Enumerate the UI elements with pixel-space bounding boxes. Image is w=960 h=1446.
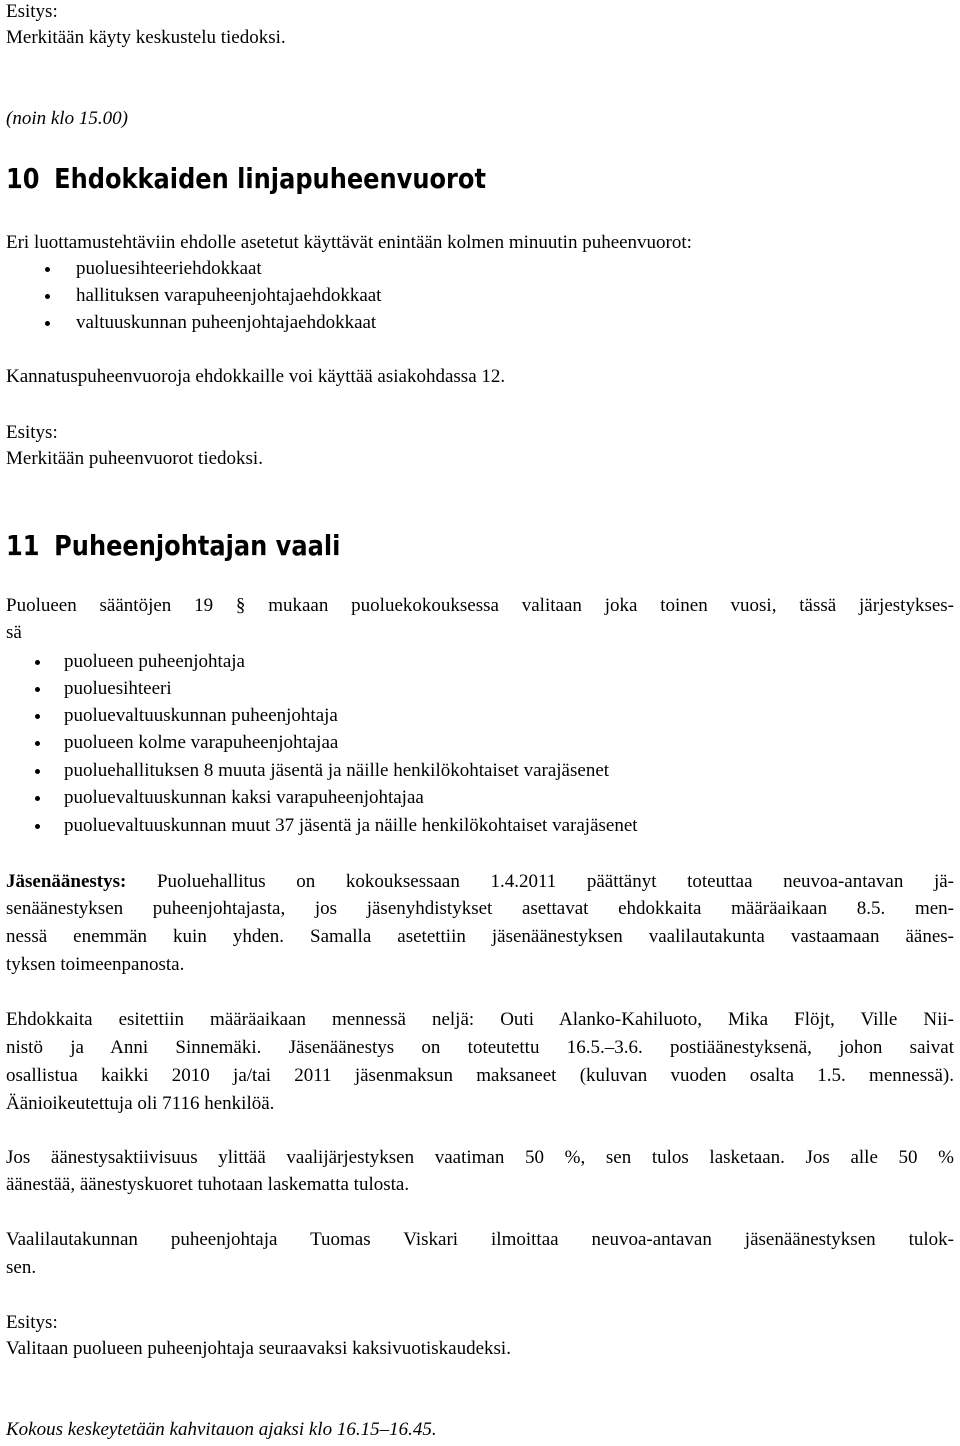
chair-line1: Vaalilautakunnan puheenjohtaja Tuomas Viskari ilmoittaa neuvoa-antavan jäsenäänestyksen tulok- xyxy=(6,1229,954,1250)
list-item-text: hallituksen varapuheenjohtajaehdokkaat xyxy=(76,285,382,306)
bullet-icon xyxy=(45,321,50,326)
section-11-title: Puheenjohtajan vaali xyxy=(54,529,341,562)
section-11-intro-line2: sä xyxy=(6,622,22,643)
vote-paragraph-line3: nessä enemmän kuin yhden. Samalla asetettiin jäsenäänestyksen vaalilautakunta vastaamaan äänes- xyxy=(6,926,954,947)
bullet-icon xyxy=(35,769,40,774)
esitys-text-10: Merkitään puheenvuorot tiedoksi. xyxy=(6,448,263,469)
list-item-text: puoluesihteeri xyxy=(64,678,172,699)
vote-paragraph-line4: tyksen toimeenpanosta. xyxy=(6,954,185,975)
list-item-text: puoluevaltuuskunnan puheenjohtaja xyxy=(64,705,338,726)
list-item xyxy=(64,759,609,783)
esitys-label-top: Esitys: xyxy=(6,1,58,22)
list-item xyxy=(64,814,638,838)
vote-label: Jäsenäänestys: xyxy=(6,871,127,892)
footer-note: Kokous keskeytetään kahvitauon ajaksi klo 16.15–16.45. xyxy=(6,1419,437,1440)
candidates-line4: Äänioikeutettuja oli 7116 henkilöä. xyxy=(6,1093,275,1114)
list-item xyxy=(76,311,376,335)
bullet-icon xyxy=(45,267,50,272)
list-item-text: puoluehallituksen 8 muuta jäsentä ja näille henkilökohtaiset varajäsenet xyxy=(64,760,610,781)
vote-paragraph-line1 xyxy=(6,870,954,894)
list-item-text: puolueen puheenjohtaja xyxy=(64,651,245,672)
esitys-label-10: Esitys: xyxy=(6,422,58,443)
section-10-intro: Eri luottamustehtäviin ehdolle asetetut käyttävät enintään kolmen minuutin puheenvuorot: xyxy=(6,232,692,253)
section-11-heading xyxy=(6,529,340,563)
esitys-text-top: Merkitään käyty keskustelu tiedoksi. xyxy=(6,27,286,48)
list-item xyxy=(64,704,338,728)
bullet-icon xyxy=(35,796,40,801)
list-item xyxy=(64,677,172,701)
bullet-icon xyxy=(35,714,40,719)
bullet-icon xyxy=(35,687,40,692)
esitys-label-11: Esitys: xyxy=(6,1312,58,1333)
list-item-text: puoluesihteeriehdokkaat xyxy=(76,258,262,279)
bullet-icon xyxy=(45,294,50,299)
section-10-title: Ehdokkaiden linjapuheenvuorot xyxy=(54,162,486,195)
chair-line2: sen. xyxy=(6,1257,37,1278)
turnout-line2: äänestää, äänestyskuoret tuhotaan laskematta tulosta. xyxy=(6,1174,410,1195)
section-11-number: 11 xyxy=(6,529,40,562)
list-item-text: puoluevaltuuskunnan muut 37 jäsentä ja näille henkilökohtaiset varajäsenet xyxy=(64,815,638,836)
list-item xyxy=(76,257,262,281)
turnout-line1: Jos äänestysaktiivisuus ylittää vaalijärjestyksen vaatiman 50 %, sen tulos lasketaan. Jos alle 50 % xyxy=(6,1147,954,1168)
list-item-text: valtuuskunnan puheenjohtajaehdokkaat xyxy=(76,312,377,333)
list-item-text: puolueen kolme varapuheenjohtajaa xyxy=(64,732,339,753)
candidates-line3: osallistua kaikki 2010 ja/tai 2011 jäsenmaksun maksaneet (kuluvan vuoden osalta 1.5. mennessä). xyxy=(6,1065,954,1086)
list-item xyxy=(76,284,381,308)
list-item xyxy=(64,731,338,755)
esitys-text-11: Valitaan puolueen puheenjohtaja seuraavaksi kaksivuotiskaudeksi. xyxy=(6,1338,511,1359)
candidates-line1: Ehdokkaita esitettiin määräaikaan mennessä neljä: Outi Alanko-Kahiluoto, Mika Flöjt, Ville Nii- xyxy=(6,1009,954,1030)
list-item xyxy=(64,786,424,810)
bullet-icon xyxy=(35,741,40,746)
time-note: (noin klo 15.00) xyxy=(6,108,128,129)
candidates-line2: nistö ja Anni Sinnemäki. Jäsenäänestys on toteutettu 16.5.–3.6. postiäänestyksenä, johon saivat xyxy=(6,1037,954,1058)
vote-paragraph-line2: senäänestyksen puheenjohtajasta, jos jäsenyhdistykset asettavat ehdokkaita määräaikaan 8.5. men- xyxy=(6,898,954,919)
section-10-note: Kannatuspuheenvuoroja ehdokkaille voi käyttää asiakohdassa 12. xyxy=(6,366,506,387)
list-item-text: puoluevaltuuskunnan kaksi varapuheenjohtajaa xyxy=(64,787,424,808)
vote-line1-text: Puoluehallitus on kokouksessaan 1.4.2011 päättänyt toteuttaa neuvoa-antavan jä- xyxy=(156,871,955,892)
section-11-intro-line1: Puolueen sääntöjen 19 § mukaan puoluekokouksessa valitaan joka toinen vuosi, tässä järjestykses- xyxy=(6,595,954,616)
bullet-icon xyxy=(35,660,40,665)
list-item xyxy=(64,650,245,674)
bullet-icon xyxy=(35,824,40,829)
section-10-number: 10 xyxy=(6,162,40,195)
section-10-heading xyxy=(6,162,486,196)
